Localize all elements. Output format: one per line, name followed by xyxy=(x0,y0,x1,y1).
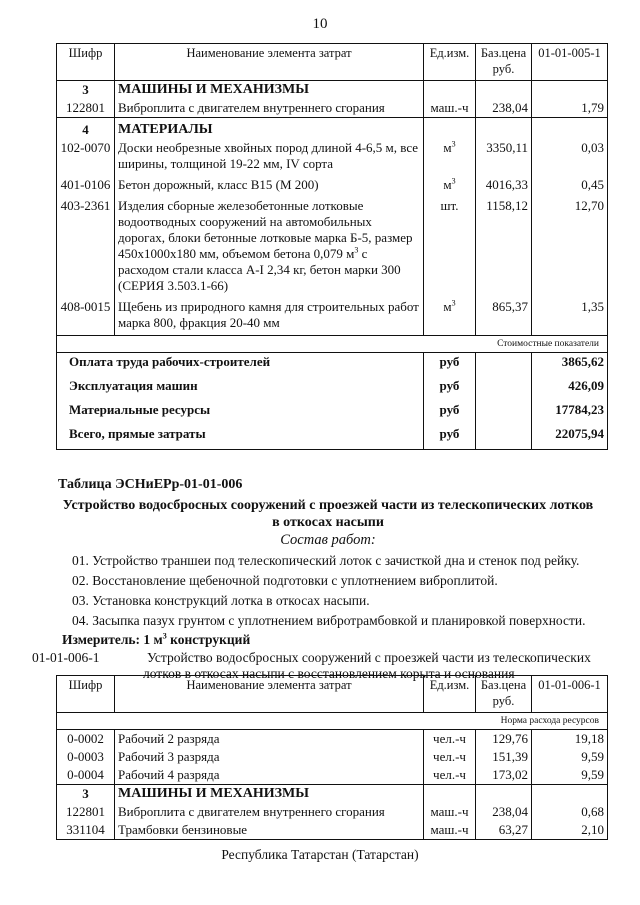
row-price: 238,04 xyxy=(476,803,532,821)
row-unit: маш.-ч xyxy=(424,803,476,821)
total-value: 17784,23 xyxy=(532,401,608,425)
table-row xyxy=(57,99,608,118)
total-value: 22075,94 xyxy=(532,425,608,450)
row-price: 129,76 xyxy=(476,730,532,749)
total-unit: руб xyxy=(424,377,476,401)
total-unit: руб xyxy=(424,353,476,378)
total-value: 3865,62 xyxy=(532,353,608,378)
row-code: 331104 xyxy=(57,821,115,840)
norm-label-row xyxy=(57,713,608,730)
row-value: 0,03 xyxy=(532,139,608,173)
row-code: 403-2361 xyxy=(57,194,115,295)
row-price: 3350,11 xyxy=(476,139,532,173)
total-label: Всего, прямые затраты xyxy=(57,425,424,450)
table-row xyxy=(57,730,608,749)
header-norm: 01-01-006-1 xyxy=(532,676,608,713)
row-name: Виброплита с двигателем внутреннего сгорания xyxy=(115,803,424,821)
cost-indicators-label: Стоимостные показатели xyxy=(57,336,608,353)
row-code: 408-0015 xyxy=(57,295,115,336)
row-value: 12,70 xyxy=(532,194,608,295)
section-title: МАШИНЫ И МЕХАНИЗМЫ xyxy=(115,81,424,100)
row-name: Рабочий 2 разряда xyxy=(115,730,424,749)
row-value: 0,68 xyxy=(532,803,608,821)
row-unit: маш.-ч xyxy=(424,99,476,118)
table-title: Таблица ЭСНиЕРр-01-01-006 xyxy=(58,477,243,492)
row-name: Рабочий 3 разряда xyxy=(115,748,424,766)
total-label: Эксплуатация машин xyxy=(57,377,424,401)
row-unit: $м^3$ xyxy=(424,139,476,173)
header-code: Шифр xyxy=(57,676,115,713)
total-row xyxy=(57,377,608,401)
row-price: 63,27 xyxy=(476,821,532,840)
row-name: Щебень из природного камня для строительных работ марка 800, фракция 20-40 мм xyxy=(115,295,424,336)
header-unit: Ед.изм. xyxy=(424,676,476,713)
header-unit: Ед.изм. xyxy=(424,44,476,81)
table-row xyxy=(57,173,608,194)
cost-label-row xyxy=(57,336,608,353)
section-heading: Устройство водосбросных сооружений с проезжей части из телескопических лотков в откосах насыпи xyxy=(62,498,594,530)
item-description: Устройство водосбросных сооружений с проезжей части из телескопических лотков в откосах насыпи с восстановлением корыта и основания xyxy=(143,650,591,681)
row-value: 0,45 xyxy=(532,173,608,194)
total-row xyxy=(57,401,608,425)
table-row xyxy=(57,139,608,173)
total-row xyxy=(57,425,608,450)
row-price: 4016,33 xyxy=(476,173,532,194)
resource-table-2 xyxy=(56,675,608,840)
section-number: 4 xyxy=(57,118,115,140)
table-row xyxy=(57,748,608,766)
table-row xyxy=(57,803,608,821)
row-unit: шт. xyxy=(424,194,476,295)
row-value: 2,10 xyxy=(532,821,608,840)
row-code: 122801 xyxy=(57,99,115,118)
total-unit: руб xyxy=(424,425,476,450)
meter-label: Измеритель: 1 $м^3$ конструкций xyxy=(62,631,251,647)
total-unit: руб xyxy=(424,401,476,425)
row-value: 1,79 xyxy=(532,99,608,118)
resource-table-1 xyxy=(56,43,608,450)
table-row xyxy=(57,766,608,785)
row-price: 238,04 xyxy=(476,99,532,118)
row-price: 865,37 xyxy=(476,295,532,336)
row-code: 102-0070 xyxy=(57,139,115,173)
row-unit: чел.-ч xyxy=(424,766,476,785)
row-price: 173,02 xyxy=(476,766,532,785)
header-code: Шифр xyxy=(57,44,115,81)
table-row xyxy=(57,295,608,336)
page-footer: Республика Татарстан (Татарстан) xyxy=(221,847,419,862)
row-value: 9,59 xyxy=(532,766,608,785)
section-title: МАШИНЫ И МЕХАНИЗМЫ xyxy=(115,785,424,804)
work-item: 01. Устройство траншеи под телескопический лоток с зачисткой дна и стенок под рейку. xyxy=(72,553,580,568)
row-code: 0-0002 xyxy=(57,730,115,749)
row-name: Рабочий 4 разряда xyxy=(115,766,424,785)
total-value: 426,09 xyxy=(532,377,608,401)
row-unit: $м^3$ xyxy=(424,173,476,194)
row-name: Изделия сборные железобетонные лотковые водоотводных сооружений на автомобильных дорогах, блоки бетонные лотковые марка Б-5, размер 450х1000х180 мм, объемом бетона 0,079 $м^3$ с расходом стали класса А-I 2,34 кг, бетон марки 300 (СЕРИЯ 3.503.1-66) xyxy=(115,194,424,295)
section-row xyxy=(57,118,608,140)
page-number: 10 xyxy=(312,16,328,32)
row-name: Доски необрезные хвойных пород длиной 4-6,5 м, все ширины, толщиной 19-22 мм, IV сорта xyxy=(115,139,424,173)
works-title: Состав работ: xyxy=(280,532,376,548)
row-price: 151,39 xyxy=(476,748,532,766)
section-row xyxy=(57,785,608,804)
total-row xyxy=(57,353,608,378)
row-value: 9,59 xyxy=(532,748,608,766)
total-label: Оплата труда рабочих-строителей xyxy=(57,353,424,378)
table-row xyxy=(57,194,608,295)
row-code: 0-0003 xyxy=(57,748,115,766)
header-name: Наименование элемента затрат xyxy=(115,44,424,81)
row-code: 122801 xyxy=(57,803,115,821)
section-number: 3 xyxy=(57,785,115,804)
row-price: 1158,12 xyxy=(476,194,532,295)
row-unit: $м^3$ xyxy=(424,295,476,336)
row-name: Виброплита с двигателем внутреннего сгорания xyxy=(115,99,424,118)
resource-norm-label: Норма расхода ресурсов xyxy=(57,713,608,730)
row-unit: чел.-ч xyxy=(424,748,476,766)
header-norm: 01-01-005-1 xyxy=(532,44,608,81)
section-title: МАТЕРИАЛЫ xyxy=(115,118,424,140)
item-code: 01-01-006-1 xyxy=(32,650,100,665)
table-header xyxy=(57,44,608,81)
work-item: 03. Установка конструкций лотка в откосах насыпи. xyxy=(72,593,370,608)
work-item: 02. Восстановление щебеночной подготовки с уплотнением виброплитой. xyxy=(72,573,498,588)
work-item: 04. Засыпка пазух грунтом с уплотнением вибротрамбовкой и планировкой поверхности. xyxy=(72,613,586,628)
row-code: 0-0004 xyxy=(57,766,115,785)
row-unit: чел.-ч xyxy=(424,730,476,749)
row-value: 19,18 xyxy=(532,730,608,749)
row-value: 1,35 xyxy=(532,295,608,336)
row-name: Бетон дорожный, класс В15 (М 200) xyxy=(115,173,424,194)
header-price: Баз.цена руб. xyxy=(476,676,532,713)
section-number: 3 xyxy=(57,81,115,100)
section-row xyxy=(57,81,608,100)
row-unit: маш.-ч xyxy=(424,821,476,840)
row-name: Трамбовки бензиновые xyxy=(115,821,424,840)
header-name: Наименование элемента затрат xyxy=(115,676,424,713)
table-header xyxy=(57,676,608,713)
table-row xyxy=(57,821,608,840)
total-label: Материальные ресурсы xyxy=(57,401,424,425)
row-code: 401-0106 xyxy=(57,173,115,194)
header-price: Баз.цена руб. xyxy=(476,44,532,81)
